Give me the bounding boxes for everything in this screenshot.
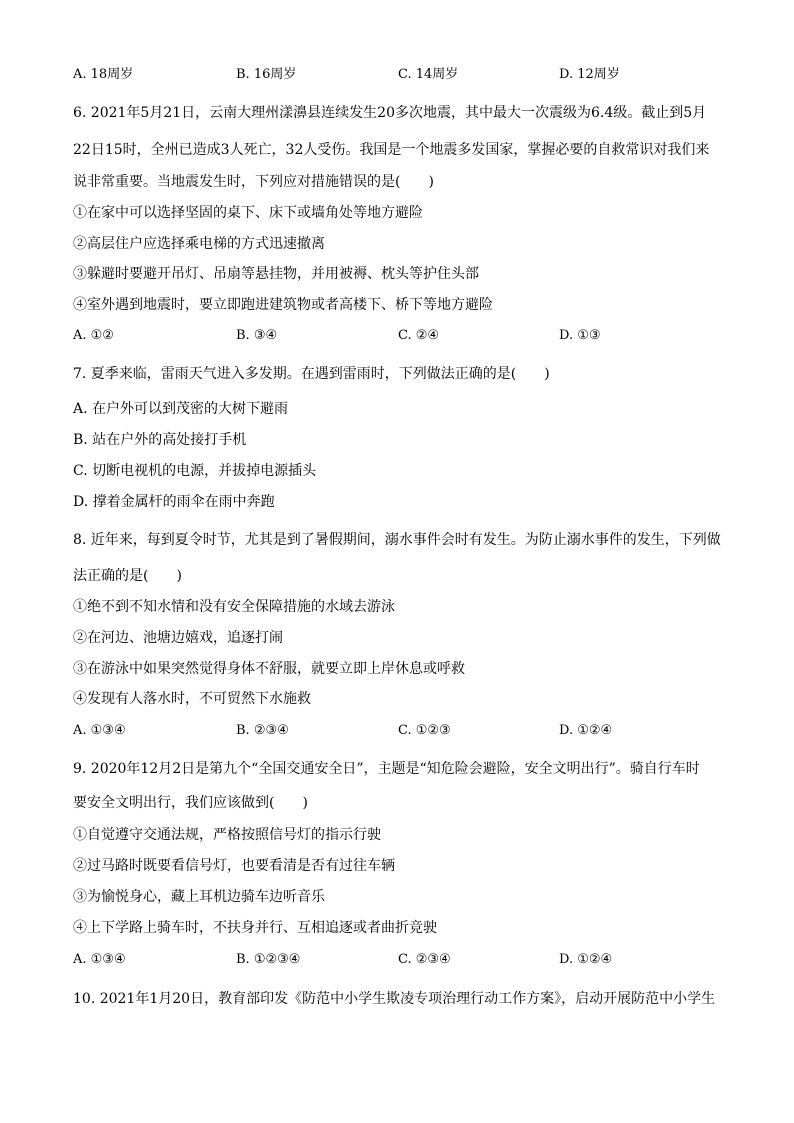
- q8-stem-line-2: 法正确的是( ): [73, 568, 182, 584]
- q9-item-1: ①自觉遵守交通法规，严格按照信号灯的指示行驶: [73, 827, 381, 843]
- q6-options: [73, 326, 733, 346]
- q8-options: [73, 721, 733, 741]
- option-a: A. ①②: [73, 328, 114, 343]
- option-b: B. ②③④: [236, 723, 289, 738]
- option-a: A. ①③④: [73, 723, 126, 738]
- option-b: B. 16周岁: [236, 67, 297, 82]
- q8-stem-line-1: 8. 近年来，每到夏令时节，尤其是到了暑假期间，溺水事件会时有发生。为防止溺水事件的发生，下列做: [73, 532, 721, 548]
- option-c: C. ①②③: [398, 723, 451, 738]
- option-b: B. ③④: [236, 328, 278, 343]
- q9-item-3: ③为愉悦身心，藏上耳机边骑车边听音乐: [73, 889, 325, 905]
- option-c: C. 14周岁: [398, 67, 459, 82]
- q9-stem-line-1: 9. 2020年12月2日是第九个“全国交通安全日”，主题是“知危险会避险，安全文明出行”。骑自行车时: [73, 761, 700, 777]
- q9-options: [73, 950, 733, 970]
- q9-item-4: ④上下学路上骑车时，不扶身并行、互相追逐或者曲折竞驶: [73, 920, 437, 936]
- q8-item-4: ④发现有人落水时，不可贸然下水施救: [73, 691, 311, 707]
- q6-item-3: ③躲避时要避开吊灯、吊扇等悬挂物，并用被褥、枕头等护住头部: [73, 266, 479, 282]
- q9-stem-line-2: 要安全文明出行，我们应该做到( ): [73, 795, 308, 811]
- q6-item-4: ④室外遇到地震时，要立即跑进建筑物或者高楼下、桥下等地方避险: [73, 297, 493, 313]
- option-c: C. ②④: [398, 328, 440, 343]
- q10-stem-line-1: 10. 2021年1月20日，教育部印发《防范中小学生欺凌专项治理行动工作方案》，启动开展防范中小学生: [73, 991, 716, 1007]
- q8-item-1: ①绝不到不知水情和没有安全保障措施的水域去游泳: [73, 599, 395, 615]
- option-c: C. ②③④: [398, 952, 451, 967]
- q5-options: [73, 65, 733, 85]
- q7-choice-a: A. 在户外可以到茂密的大树下避雨: [73, 401, 289, 417]
- option-d: D. ①②④: [559, 952, 613, 967]
- option-d: D. 12周岁: [559, 67, 620, 82]
- q6-item-1: ①在家中可以选择坚固的桌下、床下或墙角处等地方避险: [73, 205, 423, 221]
- q6-stem-line-3: 说非常重要。当地震发生时，下列应对措施错误的是( ): [73, 174, 434, 190]
- q8-item-2: ②在河边、池塘边嬉戏，追逐打闹: [73, 630, 283, 646]
- q6-item-2: ②高层住户应选择乘电梯的方式迅速撤离: [73, 236, 325, 252]
- q6-stem-line-1: 6. 2021年5月21日，云南大理州漾濞县连续发生20多次地震，其中最大一次震级为6.4级。截止到5月: [73, 105, 707, 121]
- q7-choice-b: B. 站在户外的高处接打手机: [73, 432, 247, 448]
- option-b: B. ①②③④: [236, 952, 301, 967]
- option-d: D. ①②④: [559, 723, 613, 738]
- q7-choice-d: D. 撑着金属杆的雨伞在雨中奔跑: [73, 494, 275, 510]
- q7-stem: 7. 夏季来临，雷雨天气进入多发期。在遇到雷雨时，下列做法正确的是( ): [73, 366, 550, 382]
- option-a: A. ①③④: [73, 952, 126, 967]
- q8-item-3: ③在游泳中如果突然觉得身体不舒服，就要立即上岸休息或呼救: [73, 661, 465, 677]
- q9-item-2: ②过马路时既要看信号灯，也要看清是否有过往车辆: [73, 858, 395, 874]
- option-a: A. 18周岁: [73, 67, 134, 82]
- option-d: D. ①③: [559, 328, 601, 343]
- q6-stem-line-2: 22日15时，全州已造成3人死亡，32人受伤。我国是一个地震多发国家，掌握必要的自救常识对我们来: [73, 142, 710, 158]
- q7-choice-c: C. 切断电视机的电源，并拔掉电源插头: [73, 463, 317, 479]
